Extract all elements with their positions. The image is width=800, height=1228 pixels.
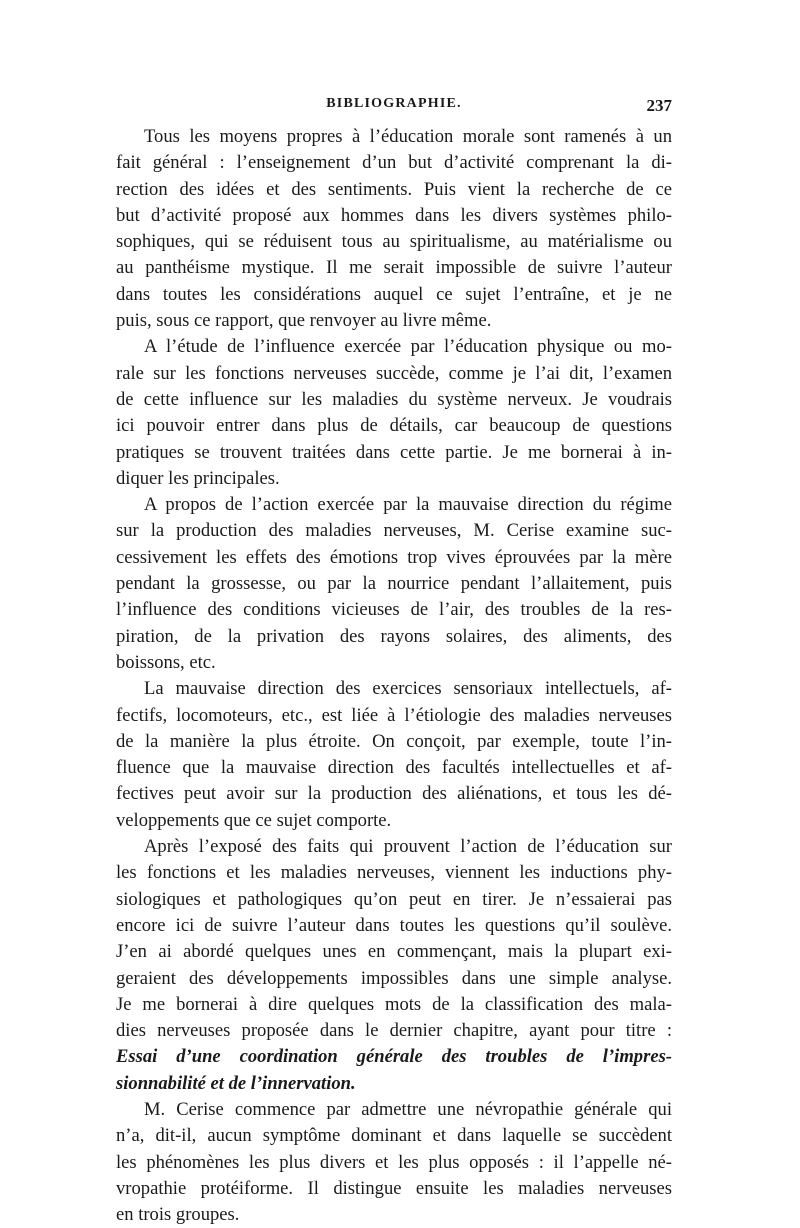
page-header: [116, 96, 672, 122]
text-line: M. Cerise commence par admettre une névropathie générale qui: [144, 1098, 672, 1120]
text-line: encore ici de suivre l’auteur dans toutes les questions qu’il soulève.: [116, 914, 672, 936]
text-line: en trois groupes.: [116, 1204, 240, 1226]
body-text: [116, 124, 672, 1228]
text-line: fait général : l’enseignement d’un but d’activité comprenant la di-: [116, 152, 672, 174]
text-line: cessivement les effets des émotions trop vives éprouvées par la mère: [116, 546, 672, 568]
text-line: diquer les principales.: [116, 467, 280, 489]
text-line: La mauvaise direction des exercices sensoriaux intellectuels, af-: [144, 678, 672, 700]
text-line: geraient des développements impossibles dans une simple analyse.: [116, 967, 672, 989]
text-line: boissons, etc.: [116, 651, 216, 673]
text-line: but d’activité proposé aux hommes dans les divers systèmes philo-: [116, 204, 672, 226]
text-line: Après l’exposé des faits qui prouvent l’action de l’éducation sur: [144, 836, 672, 858]
text-line: pendant la grossesse, ou par la nourrice pendant l’allaitement, puis: [116, 573, 672, 595]
page-number: 237: [646, 96, 672, 115]
text-line: fluence que la mauvaise direction des facultés intellectuelles et af-: [116, 757, 672, 779]
text-line: puis, sous ce rapport, que renvoyer au livre même.: [116, 310, 492, 332]
text-line: rection des idées et des sentiments. Puis vient la recherche de ce: [116, 178, 672, 200]
text-line: ici pouvoir entrer dans plus de détails, car beaucoup de questions: [116, 415, 672, 437]
text-line: vropathie protéiforme. Il distingue ensuite les maladies nerveuses: [116, 1177, 672, 1199]
text-line: dans toutes les considérations auquel ce sujet l’entraîne, et je ne: [116, 283, 672, 305]
text-line: rale sur les fonctions nerveuses succède, comme je l’ai dit, l’examen: [116, 362, 672, 384]
text-line: fectives peut avoir sur la production des aliénations, et tous les dé-: [116, 783, 672, 805]
running-head: BIBLIOGRAPHIE.: [326, 96, 462, 111]
text-line: l’influence des conditions vicieuses de l’air, des troubles de la res-: [116, 599, 672, 621]
text-line: siologiques et pathologiques qu’on peut en tirer. Je n’essaierai pas: [116, 888, 672, 910]
text-line: Tous les moyens propres à l’éducation morale sont ramenés à un: [144, 126, 672, 147]
text-line: n’a, dit-il, aucun symptôme dominant et dans laquelle se succèdent: [116, 1125, 672, 1147]
text-line-italic: Essai d’une coordination générale des troubles de l’impres-: [116, 1046, 672, 1068]
text-line: de la manière la plus étroite. On conçoit, par exemple, toute l’in-: [116, 730, 672, 752]
text-line: fectifs, locomoteurs, etc., est liée à l’étiologie des maladies nerveuses: [116, 704, 672, 726]
text-line: sur la production des maladies nerveuses, M. Cerise examine suc-: [116, 520, 672, 542]
text-line: de cette influence sur les maladies du système nerveux. Je voudrais: [116, 388, 672, 410]
text-line: sophiques, qui se réduisent tous au spiritualisme, au matérialisme ou: [116, 231, 672, 253]
text-line: J’en ai abordé quelques unes en commençant, mais la plupart exi-: [116, 941, 672, 963]
text-line: veloppements que ce sujet comporte.: [116, 809, 392, 831]
text-line: Je me bornerai à dire quelques mots de la classification des mala-: [116, 993, 672, 1015]
text-line: piration, de la privation des rayons solaires, des aliments, des: [116, 625, 672, 647]
text-line: A propos de l’action exercée par la mauvaise direction du régime: [144, 494, 672, 516]
text-line: au panthéisme mystique. Il me serait impossible de suivre l’auteur: [116, 257, 672, 279]
text-line-italic: sionnabilité et de l’innervation.: [116, 1072, 356, 1094]
text-line: A l’étude de l’influence exercée par l’éducation physique ou mo-: [144, 336, 672, 358]
text-line: les phénomènes les plus divers et les plus opposés : il l’appelle né-: [116, 1151, 672, 1173]
text-line: dies nerveuses proposée dans le dernier chapitre, ayant pour titre :: [116, 1020, 672, 1042]
text-line: les fonctions et les maladies nerveuses, viennent les inductions phy-: [116, 862, 672, 884]
text-line: pratiques se trouvent traitées dans cette partie. Je me bornerai à in-: [116, 441, 672, 463]
